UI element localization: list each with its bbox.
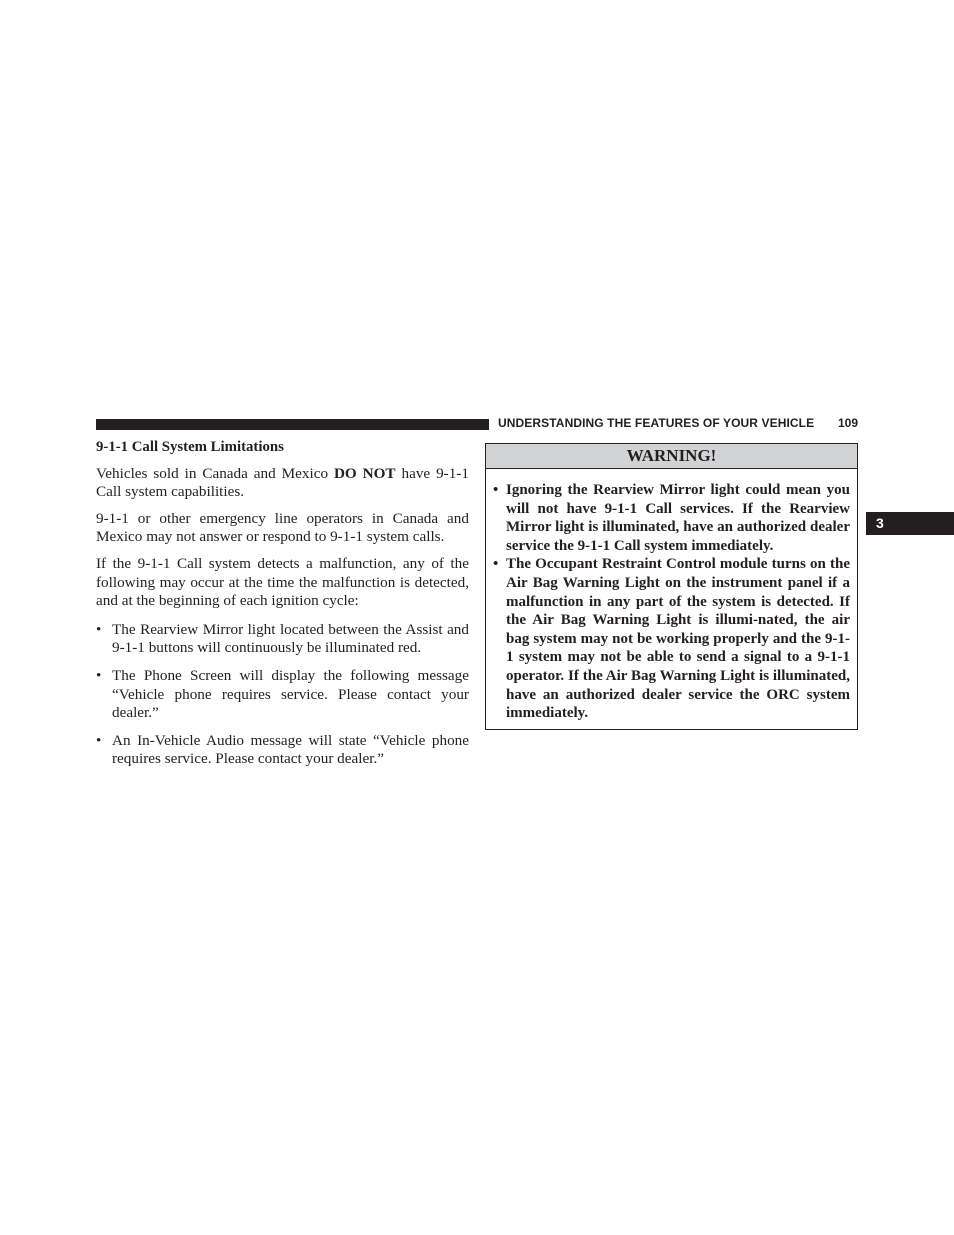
list-item xyxy=(96,732,469,769)
warning-item-text: The Occupant Restraint Control module turns on the Air Bag Warning Light on the instrument panel if a malfunction in any part of the system is detected. If the Air Bag Warning Light is illumi-nated, the air bag system may not be working properly and the 9-1-1 system may not be able to send a signal to a 9-1-1 operator. If the Air Bag Warning Light is illuminated, have an authorized dealer service the ORC system immediately. xyxy=(506,556,850,722)
bullet-icon: • xyxy=(493,556,499,573)
para1-text-start: Vehicles sold in Canada and Mexico xyxy=(96,464,334,482)
warning-item xyxy=(493,481,850,555)
do-not-emphasis: DO NOT xyxy=(333,464,396,482)
warning-heading: WARNING! xyxy=(486,444,857,469)
bullet-icon: • xyxy=(96,620,102,638)
warning-list xyxy=(486,469,857,723)
header-rule-bar xyxy=(96,419,489,430)
list-item-text: The Phone Screen will display the following message “Vehicle phone requires service. Please contact your dealer.” xyxy=(112,666,469,722)
malfunction-bullet-list xyxy=(96,621,469,769)
warning-box xyxy=(485,443,858,730)
bullet-icon: • xyxy=(96,731,102,749)
bullet-icon: • xyxy=(493,482,499,498)
para1-text-end: have 9-1-1 Call system capabilities. xyxy=(96,464,469,501)
page-number: 109 xyxy=(838,416,859,430)
list-item-text: An In-Vehicle Audio message will state “Vehicle phone requires service. Please contact your dealer.” xyxy=(112,731,469,768)
list-item xyxy=(96,667,469,723)
bullet-icon: • xyxy=(96,666,102,684)
warning-item-text: Ignoring the Rearview Mirror light could mean you will not have 9-1-1 Call services. If the Rearview Mirror light is illuminated, have an authorized dealer service the 9-1-1 Call system immediately. xyxy=(506,482,850,554)
list-item-text: The Rearview Mirror light located between the Assist and 9-1-1 buttons will continuously be illuminated red. xyxy=(112,620,469,657)
running-header-title: UNDERSTANDING THE FEATURES OF YOUR VEHICLE xyxy=(498,416,815,430)
section-title: 9-1-1 Call System Limitations xyxy=(96,439,284,455)
list-item xyxy=(96,621,469,658)
paragraph-malfunction: If the 9-1-1 Call system detects a malfunction, any of the following may occur at the time the malfunction is detected, and at the beginning of each ignition cycle: xyxy=(96,554,469,610)
paragraph-operators: 9-1-1 or other emergency line operators in Canada and Mexico may not answer or respond to 9-1-1 system calls. xyxy=(96,509,469,546)
left-column xyxy=(96,438,469,778)
paragraph-availability xyxy=(96,465,469,502)
warning-item xyxy=(493,555,850,722)
chapter-tab: 3 xyxy=(866,512,954,535)
